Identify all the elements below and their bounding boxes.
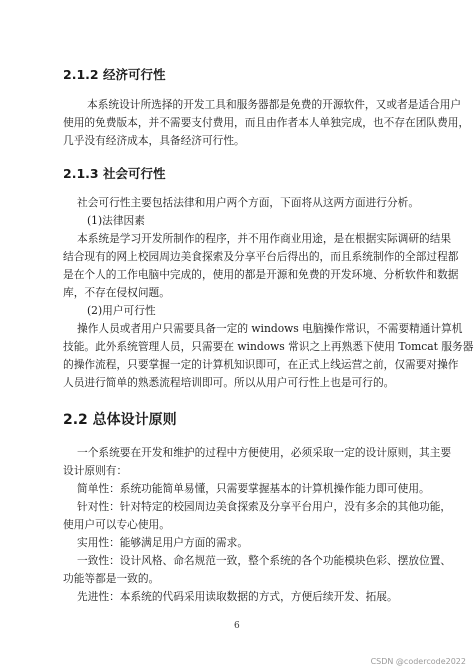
- paragraph-line: 功能等都是一致的。: [63, 572, 160, 585]
- subsection-label-law: (1)法律因素: [87, 214, 145, 227]
- paragraph-line: 是在个人的工作电脑中完成的，使用的都是开源和免费的开发环境、分析软件和数据: [63, 268, 459, 281]
- paragraph-line: 操作人员或者用户只需要具备一定的 windows 电脑操作常识，不需要精通计算机: [77, 322, 463, 335]
- principle-advancement: 先进性：本系统的代码采用读取数据的方式，方便后续开发、拓展。: [77, 590, 398, 603]
- principle-practicality: 实用性：能够满足用户方面的需求。: [77, 536, 249, 549]
- paragraph-line: 库，不存在侵权问题。: [63, 286, 170, 299]
- paragraph-line: 本系统是学习开发所制作的程序，并不用作商业用途，是在根据实际调研的结果: [77, 232, 452, 245]
- csdn-watermark: CSDN @codercode2022: [370, 657, 466, 666]
- section-heading-2-2: 2.2 总体设计原则: [63, 412, 177, 428]
- section-heading-2-1-2: 2.1.2 经济可行性: [63, 67, 166, 82]
- principle-consistency: 一致性：设计风格、命名规范一致，整个系统的各个功能模块色彩、摆放位置、: [77, 554, 452, 567]
- subsection-label-user: (2)用户可行性: [87, 304, 156, 317]
- paragraph-line: 使用的免费版本，并不需要支付费用，而且由作者本人单独完成，也不存在团队费用，: [63, 116, 470, 129]
- paragraph-line: 结合现有的网上校园周边美食探索及分享平台后得出的，而且系统制作的全部过程都: [63, 250, 459, 263]
- paragraph-line: 几乎没有经济成本，具备经济可行性。: [63, 134, 245, 147]
- section-heading-2-1-3: 2.1.3 社会可行性: [63, 166, 166, 181]
- paragraph-line: 本系统设计所选择的开发工具和服务器都是免费的开源软件，又或者是适合用户: [87, 98, 462, 111]
- paragraph-line: 人员进行简单的熟悉流程培训即可。所以从用户可行性上也是可行的。: [63, 376, 395, 389]
- paragraph-line: 使用户可以专心使用。: [63, 518, 170, 531]
- principle-simplicity: 简单性：系统功能简单易懂，只需要掌握基本的计算机操作能力即可使用。: [77, 482, 430, 495]
- paragraph-line: 的操作流程，只要掌握一定的计算机知识即可，在正式上线运营之前，仅需要对操作: [63, 358, 459, 371]
- paragraph-line: 社会可行性主要包括法律和用户两个方面，下面将从这两方面进行分析。: [77, 196, 420, 209]
- paragraph-line: 技能。此外系统管理人员，只需要在 windows 常识之上再熟悉下使用 Tomcat 服务器: [63, 340, 474, 353]
- paragraph-line: 一个系统要在开发和维护的过程中方便使用，必须采取一定的设计原则，其主要: [77, 446, 452, 459]
- principle-targeting: 针对性：针对特定的校园周边美食探索及分享平台用户，没有多余的其他功能，: [77, 500, 452, 513]
- paragraph-line: 设计原则有：: [63, 464, 128, 477]
- page-number: 6: [234, 621, 240, 631]
